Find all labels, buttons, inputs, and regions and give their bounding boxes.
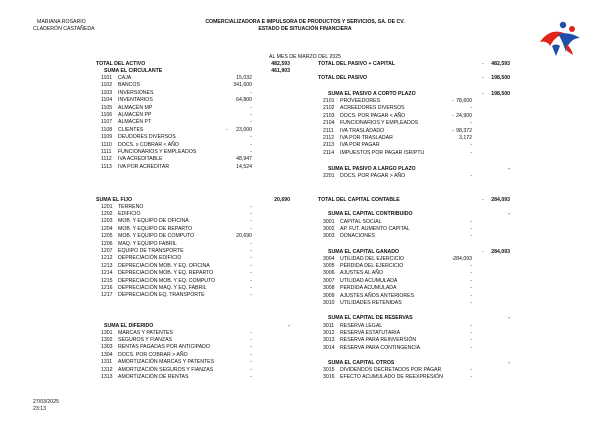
circulante-row-value: 341,600 — [233, 82, 252, 89]
suma-corto-plazo-value: 198,500 — [491, 90, 510, 97]
diferido-row-name: RENTAS PAGADAS POR ANTICIPADO — [118, 344, 210, 351]
total-pasivo-label: TOTAL DEL PASIVO — [318, 75, 368, 81]
fijo-row-value: - — [250, 225, 252, 232]
circulante-row-sign: - — [226, 126, 228, 133]
reservas-row-value: - — [470, 322, 472, 329]
fijo-row-code: 1212 — [101, 255, 113, 262]
circulante-row-code: 1110 — [101, 141, 112, 148]
corto-row-value: - — [470, 105, 472, 112]
suma-fijo-value: 20,690 — [274, 196, 290, 203]
corto-row-name: IVA POR PAGAR — [340, 142, 380, 149]
fijo-row-name: DEPRECIACIÓN MOB. Y EQ. REPARTO — [118, 270, 214, 277]
suma-capital-otros-label: SUMA EL CAPITAL OTROS — [328, 359, 395, 366]
circulante-row-name: INVERSIONES — [118, 89, 154, 96]
largo-row-value: - — [470, 173, 472, 179]
fijo-row-name: EQUIPO DE TRANSPORTE — [118, 247, 184, 254]
circulante-row-value: - — [250, 104, 252, 111]
total-pasivo-value: 198,500 — [491, 75, 510, 81]
suma-corto-plazo-sign: - — [482, 90, 484, 97]
corto-row-value: 24,900 — [456, 112, 472, 119]
circulante-row-code: 1111 — [101, 149, 112, 155]
total-activo-label: TOTAL DEL ACTIVO — [96, 60, 146, 67]
footer-time: 23:13 — [33, 406, 46, 412]
ganado-row-name: AJUSTES AL AÑO — [340, 270, 384, 277]
corto-row-value: 78,600 — [456, 98, 472, 104]
corto-row-code: 2101 — [323, 98, 335, 104]
circulante-row-code: 1109 — [101, 134, 113, 141]
fijo-row-value: - — [250, 240, 252, 247]
circulante-row-name: CLIENTES — [118, 126, 144, 133]
owner-name-line1: MARIANA ROSARIO — [37, 19, 86, 25]
circulante-row-name: FUNCIONARIOS Y EMPLEADOS — [118, 149, 197, 155]
suma-diferido-label: SUMA EL DIFERIDO — [104, 322, 154, 329]
reservas-row-value: - — [470, 337, 472, 344]
fijo-row-value: - — [250, 270, 252, 277]
total-pasivo-sign: - — [482, 75, 484, 81]
otros-row-code: 3016 — [323, 374, 335, 381]
circulante-row-code: 1107 — [101, 119, 113, 126]
corto-row-name: ACREEDORES DIVERSOS — [340, 105, 405, 112]
fijo-row-name: MOB. Y EQUIPO DE COMPUTO — [118, 233, 195, 240]
fijo-row-code: 1206 — [101, 240, 113, 247]
diferido-row-value: - — [250, 359, 252, 366]
fijo-row-name: DEPRECIACIÓN EQ. TRANSPORTE — [118, 292, 205, 299]
company-logo-icon — [536, 20, 582, 58]
corto-row-value: 98,372 — [456, 127, 472, 134]
circulante-row-name: ALMACÉN MP — [118, 104, 153, 111]
circulante-row-code: 1105 — [101, 104, 113, 111]
circulante-row-value: 48,947 — [236, 156, 252, 163]
circulante-row-name: IVA ACREDITABLE — [118, 156, 163, 163]
diferido-row-value: - — [250, 373, 252, 380]
logo-leg-blue — [552, 45, 560, 57]
fijo-row-name: TERRENO — [118, 203, 144, 210]
ganado-row-value: - — [470, 285, 472, 292]
diferido-row-code: 1311 — [101, 359, 113, 366]
total-pasivo-capital-value: 482,593 — [491, 60, 510, 67]
ganado-row-value: - — [470, 299, 472, 306]
suma-capital-contribuido-label: SUMA EL CAPITAL CONTRIBUIDO — [328, 211, 413, 217]
suma-capital-ganado-value: 284,093 — [491, 248, 510, 255]
corto-row-name: DOCS. POR PAGAR < AÑO — [340, 112, 406, 119]
suma-capital-reservas-label: SUMA EL CAPITAL DE RESERVAS — [328, 315, 413, 321]
corto-row-sign: - — [452, 98, 454, 104]
ganado-row-name: PERDIDA ACUMULADA — [340, 285, 397, 292]
circulante-row-code: 1112 — [101, 156, 112, 163]
fijo-row-name: MOB. Y EQUIPO DE OFICINA — [118, 218, 189, 225]
fijo-row-value: - — [250, 203, 252, 210]
fijo-row-name: DEPRECIACIÓN MOB. Y EQ. COMPUTO — [118, 277, 216, 284]
diferido-row-name: AMORTIZACIÓN MARCAS Y PATENTES — [118, 359, 215, 366]
fijo-row-value: - — [250, 210, 252, 217]
fijo-row-code: 1217 — [101, 292, 113, 299]
contribuido-row-value: - — [470, 218, 472, 225]
total-pasivo-capital-sign: - — [482, 60, 484, 67]
suma-circulante-value: 461,903 — [271, 67, 290, 74]
circulante-row-value: 64,800 — [236, 97, 252, 104]
diferido-row-code: 1303 — [101, 344, 113, 351]
circulante-row-name: INVENTARIOS — [118, 97, 153, 104]
ganado-row-name: UTILIDAD DEL EJERCICIO — [340, 255, 405, 262]
circulante-row-value: 15,032 — [236, 75, 252, 81]
circulante-row-name: CAJA — [118, 75, 132, 81]
ganado-row-value: - — [470, 277, 472, 284]
circulante-row-value: - — [250, 149, 252, 155]
suma-diferido-value: - — [288, 322, 290, 329]
suma-capital-reservas-value: - — [508, 315, 510, 321]
corto-row-name: IVA POR TRASLADAR — [340, 135, 393, 141]
fijo-row-value: - — [250, 247, 252, 254]
diferido-row-name: MARCAS Y PATENTES — [118, 329, 173, 336]
fijo-row-code: 1215 — [101, 277, 113, 284]
ganado-row-code: 3010 — [323, 299, 335, 306]
corto-row-code: 2104 — [323, 120, 335, 127]
diferido-row-name: SEGUROS Y FIANZAS — [118, 336, 173, 343]
reservas-row-name: RESERVA LEGAL — [340, 322, 383, 329]
circulante-row-name: ALMACÉN PP — [118, 112, 152, 118]
corto-row-code: 2111 — [323, 127, 334, 134]
diferido-row-code: 1302 — [101, 336, 113, 343]
fijo-row-name: MOB. Y EQUIPO DE REPARTO — [118, 225, 193, 232]
reservas-row-value: - — [470, 344, 472, 351]
diferido-row-value: - — [250, 366, 252, 373]
fijo-row-code: 1213 — [101, 262, 113, 269]
diferido-row-code: 1304 — [101, 351, 113, 358]
ganado-row-code: 3004 — [323, 255, 335, 262]
otros-row-name: EFECTO ACUMULADO DE REEXPRESIÓN — [340, 374, 443, 381]
largo-row-name: DOCS. POR PAGAR > AÑO — [340, 173, 406, 179]
otros-row-name: DIVIDENDOS DECRETADOS POR PAGAR — [340, 367, 442, 373]
fijo-row-code: 1204 — [101, 225, 113, 232]
diferido-row-value: - — [250, 336, 252, 343]
ganado-row-name: UTILIDADES RETENIDAS — [340, 299, 402, 306]
contribuido-row-code: 3002 — [323, 225, 335, 232]
total-pasivo-capital-label: TOTAL DEL PASIVO + CAPITAL — [318, 60, 396, 67]
ganado-row-value: - — [470, 292, 472, 299]
fijo-row-value: - — [250, 284, 252, 291]
corto-row-name: PROVEEDORES — [340, 98, 381, 104]
corto-row-value: - — [470, 120, 472, 127]
suma-circulante-label: SUMA EL CIRCULANTE — [104, 67, 163, 74]
circulante-row-name: DEUDORES DIVERSOS — [118, 134, 176, 141]
circulante-row-code: 1103 — [101, 89, 113, 96]
fijo-row-code: 1207 — [101, 247, 113, 254]
diferido-row-name: AMORTIZACIÓN SEGUROS Y FIANZAS — [118, 366, 214, 373]
fijo-row-value: - — [250, 255, 252, 262]
contribuido-row-value: - — [470, 233, 472, 240]
circulante-row-name: ALMACÉN PT — [118, 119, 152, 126]
circulante-row-code: 1106 — [101, 112, 113, 118]
logo-head-red — [569, 26, 575, 32]
fijo-row-code: 1214 — [101, 270, 113, 277]
fijo-row-name: EDIFICIO — [118, 210, 141, 217]
suma-capital-otros-value: - — [508, 359, 510, 366]
fijo-row-value: - — [250, 262, 252, 269]
circulante-row-name: IVA POR ACREDITAR — [118, 163, 170, 170]
diferido-row-name: AMORTIZACIÓN DE RENTAS — [118, 373, 189, 380]
circulante-row-value: - — [250, 112, 252, 118]
otros-row-code: 3015 — [323, 367, 335, 373]
report-title: ESTADO DE SITUACIÓN FINANCIERA — [258, 26, 352, 32]
ganado-row-value: - — [470, 270, 472, 277]
circulante-row-value: - — [250, 141, 252, 148]
diferido-row-value: - — [250, 344, 252, 351]
footer-date: 27/03/2025 — [33, 399, 59, 405]
total-activo-value: 482,593 — [271, 60, 290, 67]
ganado-row-code: 3008 — [323, 285, 335, 292]
fijo-row-value: 20,690 — [236, 233, 252, 240]
circulante-row-code: 1102 — [101, 82, 113, 89]
reservas-row-value: - — [470, 329, 472, 336]
otros-row-value: - — [470, 367, 472, 373]
fijo-row-code: 1201 — [101, 203, 113, 210]
suma-capital-contribuido-value: - — [508, 211, 510, 217]
diferido-row-name: DOCS. POR COBRAR > AÑO — [118, 351, 188, 358]
ganado-row-code: 3005 — [323, 262, 335, 269]
diferido-row-code: 1301 — [101, 329, 113, 336]
circulante-row-name: DOCS. x COBRAR < AÑO — [118, 141, 179, 148]
total-capital-label: TOTAL DEL CAPITAL CONTABLE — [318, 196, 400, 203]
diferido-row-code: 1313 — [101, 373, 113, 380]
contribuido-row-name: AP. FUT. AUMENTO CAPITAL — [340, 225, 410, 232]
fijo-row-code: 1203 — [101, 218, 113, 225]
circulante-row-code: 1104 — [101, 97, 113, 104]
total-capital-sign: - — [482, 196, 484, 203]
owner-name-line2: CLADERÓN CASTAÑEDA — [33, 26, 95, 32]
ganado-row-code: 3007 — [323, 277, 335, 284]
reservas-row-code: 3011 — [323, 322, 335, 329]
report-date: AL MES DE MARZO DEL 2025 — [269, 54, 341, 60]
circulante-row-value: 23,000 — [236, 126, 252, 133]
reservas-row-code: 3013 — [323, 337, 335, 344]
ganado-row-name: UTILIDAD ACUMULADA — [340, 277, 398, 284]
corto-row-value: - — [470, 142, 472, 149]
suma-largo-plazo-value: - — [508, 166, 510, 172]
fijo-row-code: 1216 — [101, 284, 113, 291]
circulante-row-name: BANCOS — [118, 82, 140, 89]
circulante-row-code: 1108 — [101, 126, 113, 133]
circulante-row-code: 1101 — [101, 75, 113, 81]
corto-row-code: 2113 — [323, 142, 335, 149]
reservas-row-name: RESERVA ESTATUTARIA — [340, 329, 401, 336]
fijo-row-value: - — [250, 292, 252, 299]
ganado-row-code: 3006 — [323, 270, 335, 277]
total-capital-value: 284,093 — [491, 196, 510, 203]
corto-row-value: 3,172 — [459, 135, 472, 141]
contribuido-row-value: - — [470, 225, 472, 232]
corto-row-sign: - — [452, 127, 454, 134]
corto-row-code: 2114 — [323, 149, 335, 156]
circulante-row-value: - — [250, 119, 252, 126]
reservas-row-name: RESERVA PARA REINVERSIÓN — [340, 337, 417, 344]
ganado-row-code: 3009 — [323, 292, 335, 299]
company-name: COMERCIALIZADORA E IMPULSORA DE PRODUCTOS Y SERVICIOS, SA. DE CV. — [205, 19, 405, 25]
logo-leg-red — [566, 44, 573, 55]
fijo-row-name: DEPRECIACIÓN MAQ. Y EQ. FABRIL — [118, 284, 207, 291]
contribuido-row-code: 3003 — [323, 233, 335, 240]
corto-row-name: IMPUESTOS POR PAGAR ISR/PTU — [340, 149, 425, 156]
ganado-row-name: AJUSTES AÑOS ANTERIORES — [340, 292, 415, 299]
suma-corto-plazo-label: SUMA EL PASIVO A CORTO PLAZO — [328, 90, 416, 97]
reservas-row-code: 3014 — [323, 344, 335, 351]
ganado-row-sign: - — [452, 255, 454, 262]
corto-row-code: 2102 — [323, 105, 335, 112]
fijo-row-name: DEPRECIACIÓN EDIFICIO — [118, 255, 182, 262]
suma-largo-plazo-label: SUMA EL PASIVO A LARGO PLAZO — [328, 166, 416, 172]
suma-capital-ganado-label: SUMA EL CAPITAL GANADO — [328, 248, 399, 255]
circulante-row-value: - — [250, 89, 252, 96]
circulante-row-code: 1113 — [101, 163, 112, 170]
corto-row-value: - — [470, 149, 472, 156]
otros-row-value: - — [470, 374, 472, 381]
fijo-row-code: 1205 — [101, 233, 113, 240]
fijo-row-name: DEPRECIACIÓN MOB. Y EQ. OFICINA — [118, 262, 210, 269]
fijo-row-value: - — [250, 218, 252, 225]
fijo-row-code: 1202 — [101, 210, 113, 217]
fijo-row-name: MAQ. Y EQUIPO FABRIL — [118, 240, 177, 247]
logo-head-blue — [560, 22, 566, 28]
corto-row-code: 2112 — [323, 135, 335, 141]
contribuido-row-code: 3001 — [323, 218, 335, 225]
diferido-row-code: 1312 — [101, 366, 113, 373]
ganado-row-value: 284,093 — [453, 255, 472, 262]
ganado-row-value: - — [470, 262, 472, 269]
fijo-row-value: - — [250, 277, 252, 284]
corto-row-name: FUNCIONARIOS Y EMPLEADOS — [340, 120, 419, 127]
diferido-row-value: - — [250, 351, 252, 358]
corto-row-code: 2103 — [323, 112, 335, 119]
suma-fijo-label: SUMA EL FIJO — [96, 196, 133, 203]
reservas-row-name: RESERVA PARA CONTINGENCIA — [340, 344, 421, 351]
corto-row-name: IVA TRASLADADO — [340, 127, 385, 134]
corto-row-sign: - — [452, 112, 454, 119]
ganado-row-name: PÉRDIDA DEL EJERCICIO — [340, 262, 404, 269]
diferido-row-value: - — [250, 329, 252, 336]
suma-capital-ganado-sign: - — [482, 248, 484, 255]
contribuido-row-name: CAPITAL SOCIAL — [340, 218, 382, 225]
circulante-row-value: 14,524 — [236, 163, 252, 170]
largo-row-code: 2201 — [323, 173, 335, 179]
reservas-row-code: 3012 — [323, 329, 335, 336]
circulante-row-value: - — [250, 134, 252, 141]
contribuido-row-name: DONACIONES — [340, 233, 375, 240]
